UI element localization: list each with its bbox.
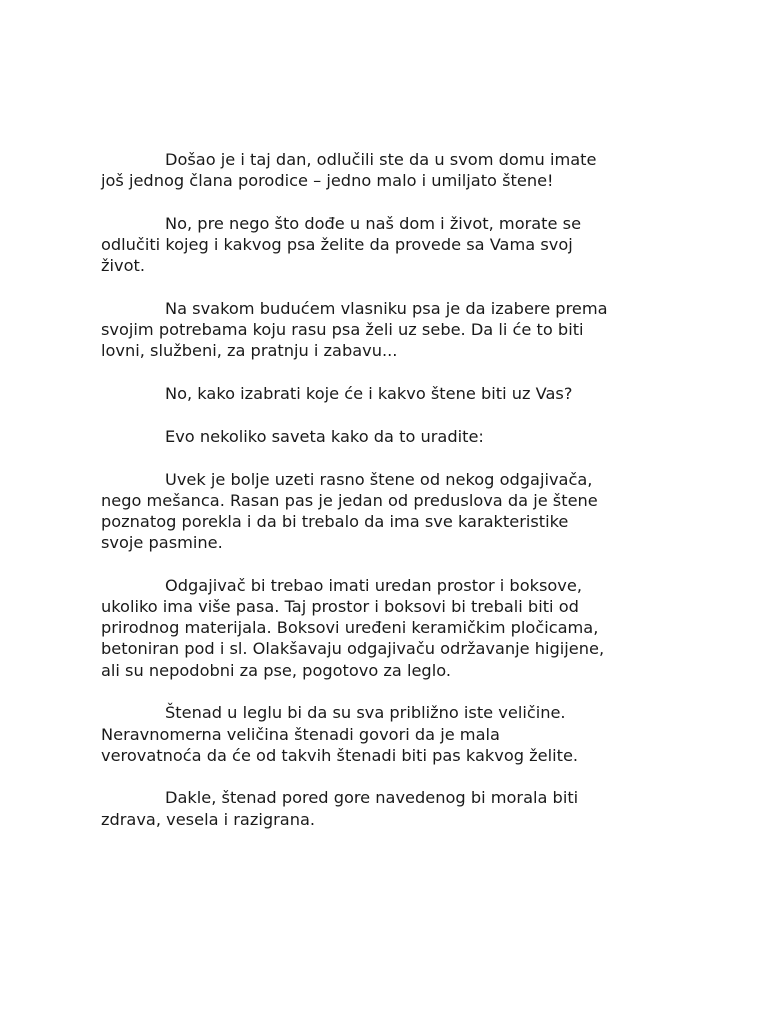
paragraph: Uvek je bolje uzeti rasno štene od nekog odgajivača, nego mešanca. Rasan pas je jedan od preduslova da je štene poznatog porekla i da bi trebalo da ima sve karakteristike svoje pasmine. (101, 469, 598, 553)
paragraph: Dakle, štenad pored gore navedenog bi morala biti zdrava, vesela i razigrana. (101, 788, 579, 829)
paragraph: No, kako izabrati koje će i kakvo štene biti uz Vas? (165, 384, 573, 404)
paragraph: Na svakom budućem vlasniku psa je da izabere prema svojim potrebama koju rasu psa želi uz sebe. Da li će to biti lovni, službeni, za pratnju i zabavu... (101, 299, 608, 361)
paragraph: Odgajivač bi trebao imati uredan prostor i boksove, ukoliko ima više pasa. Taj prostor i boksovi bi trebali biti od prirodnog materijala. Boksovi uređeni keramičkim pločicama, betoniran pod i sl. Olakšavaju odgajivaču održavanje higijene, ali su nepodobni za pse, pogotovo za leglo. (101, 575, 605, 680)
paragraph: Došao je i taj dan, odlučili ste da u svom domu imate još jednog člana porodice – jedno malo i umiljato štene! (101, 150, 597, 191)
document-body (101, 149, 701, 851)
paragraph: Evo nekoliko saveta kako da to uradite: (165, 426, 484, 446)
paragraph: No, pre nego što dođe u naš dom i život, morate se odlučiti kojeg i kakvog psa želite da provede sa Vama svoj život. (101, 213, 582, 276)
paragraph: Štenad u leglu bi da su sva približno iste veličine. Neravnomerna veličina štenadi govori da je mala verovatnoća da će od takvih štenadi biti pas kakvog želite. (101, 703, 579, 765)
